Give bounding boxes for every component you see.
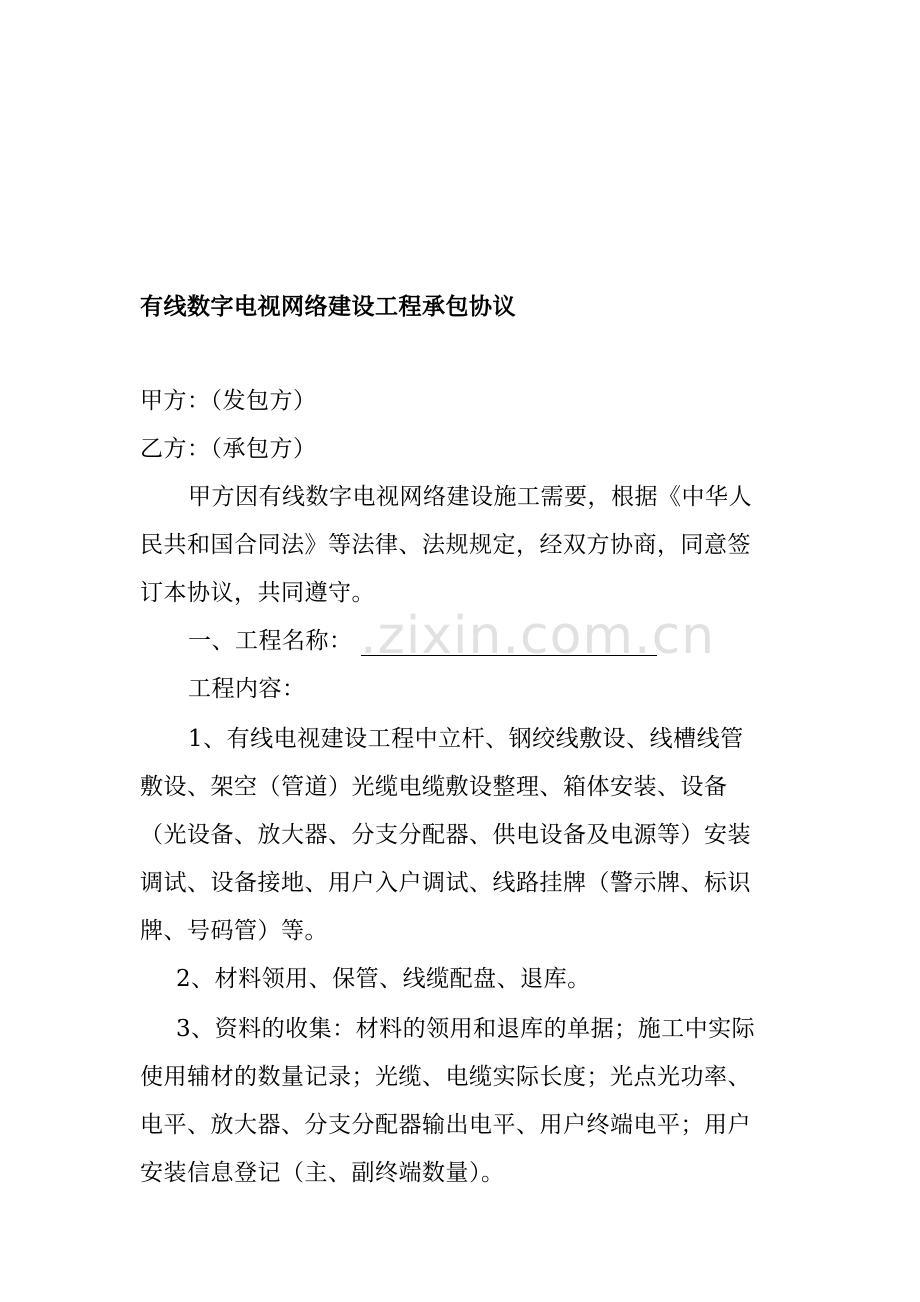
project-name-blank: [361, 631, 657, 656]
watermark-text: .zixin.com.cn: [360, 606, 716, 666]
item1-line-4: 调试、设备接地、用户入户调试、线路挂牌（警示牌、标识: [140, 870, 751, 896]
item2-line: 2、材料领用、保管、线缆配盘、退库。: [176, 966, 591, 992]
item3-line-2: 使用辅材的数量记录；光缆、电缆实际长度；光点光功率、: [140, 1064, 751, 1090]
item3-line-3: 电平、放大器、分支分配器输出电平、用户终端电平；用户: [140, 1112, 751, 1138]
item1-line-3: （光设备、放大器、分支分配器、供电设备及电源等）安装: [140, 822, 751, 848]
project-name-row: [188, 626, 657, 656]
preamble-line-2: 民共和国合同法》等法律、法规规定，经双方协商，同意签: [140, 532, 751, 558]
item3-line-1: 3、资料的收集：材料的领用和退库的单据；施工中实际: [176, 1016, 756, 1042]
party-b-line: 乙方：（承包方）: [140, 436, 317, 462]
project-content-label: 工程内容：: [188, 676, 306, 702]
item1-line-1: 1、有线电视建设工程中立杆、钢绞线敷设、线槽线管: [188, 726, 744, 752]
preamble-line-3: 订本协议，共同遵守。: [140, 580, 375, 606]
preamble-line-1: 甲方因有线数字电视网络建设施工需要，根据《中华人: [188, 484, 752, 510]
item3-line-4: 安装信息登记（主、副终端数量）。: [140, 1160, 505, 1186]
document-title: 有线数字电视网络建设工程承包协议: [140, 294, 516, 320]
party-a-line: 甲方：（发包方）: [140, 388, 317, 414]
project-name-label: 一、工程名称：: [188, 628, 353, 654]
item1-line-5: 牌、号码管）等。: [140, 918, 328, 944]
item1-line-2: 敷设、架空（管道）光缆电缆敷设整理、箱体安装、设备: [140, 774, 728, 800]
